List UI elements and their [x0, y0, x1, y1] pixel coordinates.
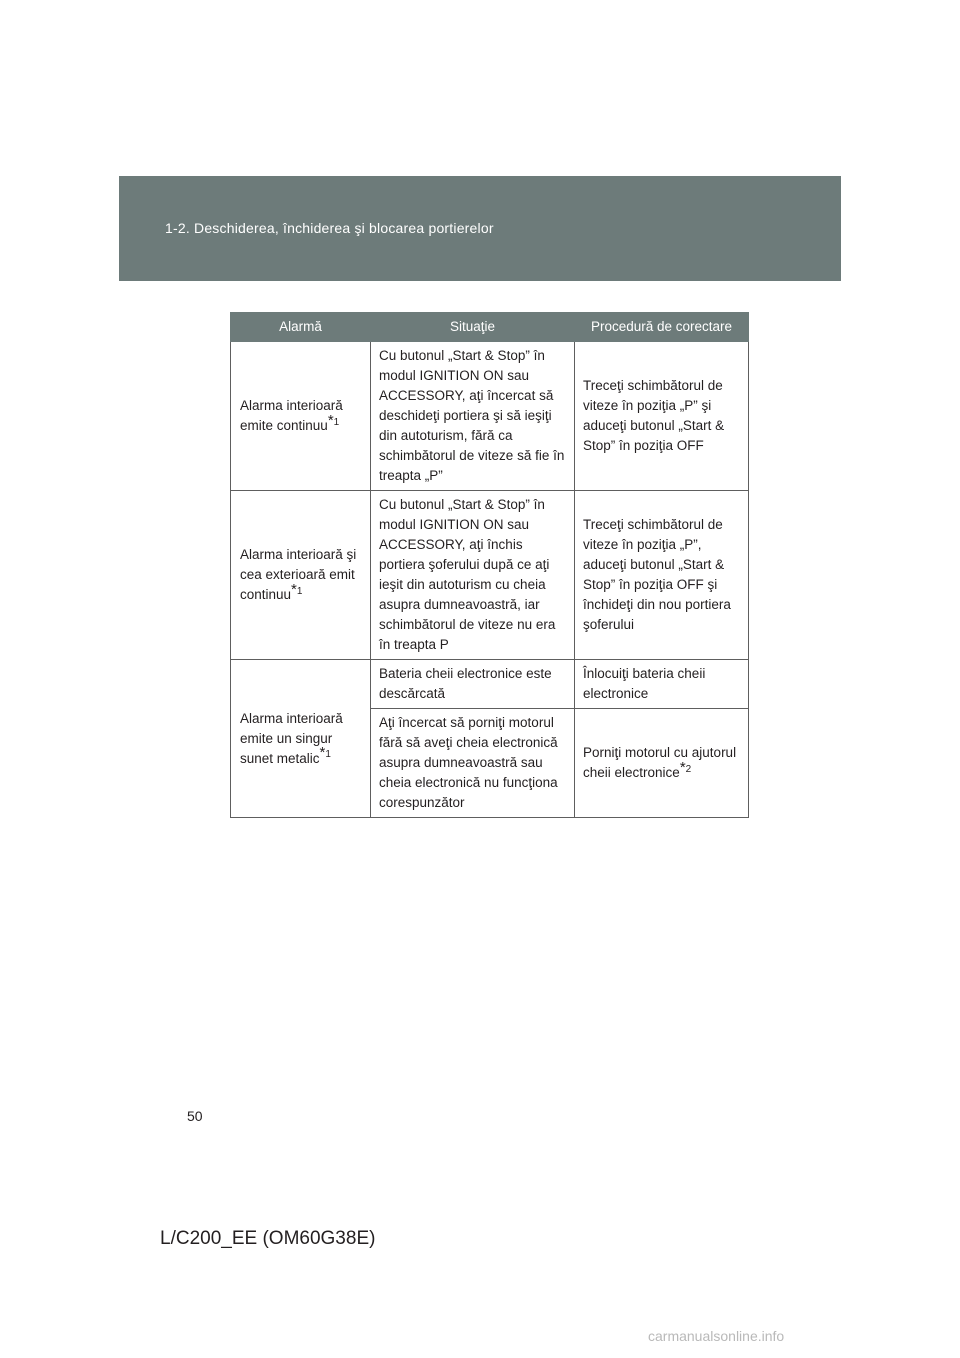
alarm-text: Alarma interioară şi cea exterioară emit continuu: [240, 547, 357, 602]
situation-cell: Bateria cheii electronice este descărcată: [371, 660, 575, 709]
section-title: 1-2. Deschiderea, închiderea şi blocarea portierelor: [165, 220, 494, 236]
procedure-text: Treceţi schimbătorul de viteze în poziţia „P”, aduceţi butonul „Start & Stop” în poziţia OFF şi închideţi din nou portiera şoferului: [583, 517, 731, 632]
footnote-ref: *1: [291, 580, 303, 598]
footnote-ref: *1: [327, 411, 340, 429]
procedure-text: Înlocuiţi bateria cheii electronice: [583, 666, 706, 701]
procedure-text: Porniţi motorul cu ajutorul cheii electronice: [583, 745, 737, 780]
alarm-cell: [231, 491, 371, 660]
procedure-cell: [575, 660, 749, 709]
column-header-alarm: Alarmă: [231, 313, 371, 342]
column-header-procedure: Procedură de corectare: [575, 313, 749, 342]
footnote-ref: *2: [679, 758, 692, 776]
table-row: [231, 342, 749, 491]
document-code: L/C200_EE (OM60G38E): [160, 1228, 376, 1249]
table-row: [231, 660, 749, 709]
table-row: [231, 491, 749, 660]
alarm-table: [230, 312, 749, 818]
page-number: 50: [187, 1108, 203, 1124]
alarm-text: Alarma interioară emite continuu: [240, 398, 343, 433]
procedure-cell: [575, 491, 749, 660]
watermark: carmanualsonline.info: [648, 1328, 785, 1344]
table-header-row: [231, 313, 749, 342]
column-header-situation: Situaţie: [371, 313, 575, 342]
alarm-text: Alarma interioară emite un singur sunet metalic: [240, 710, 343, 766]
situation-cell: Aţi încercat să porniţi motorul fără să aveţi cheia electronică asupra dumneavoastră sau cheia electronică nu funcţiona corespunzător: [371, 709, 575, 818]
alarm-cell: [231, 342, 371, 491]
situation-cell: Cu butonul „Start & Stop” în modul IGNITION ON sau ACCESSORY, aţi închis portiera şoferului după ce aţi ieşit din autoturism cu cheia asupra dumneavoastră, iar schimbătorul de viteze nu era în treapta P: [371, 491, 575, 660]
procedure-text: Treceţi schimbătorul de viteze în poziţia „P” şi aduceţi butonul „Start & Stop” în poziţia OFF: [583, 378, 725, 453]
alarm-cell: [231, 660, 371, 818]
procedure-cell: [575, 709, 749, 818]
situation-cell: Cu butonul „Start & Stop” în modul IGNITION ON sau ACCESSORY, aţi încercat să deschideţi portiera şi să ieşiţi din autoturism, fără ca schimbătorul de viteze să fie în treapta „P”: [371, 342, 575, 491]
section-header-band: [119, 176, 841, 281]
procedure-cell: [575, 342, 749, 491]
footnote-ref: *1: [319, 744, 331, 761]
